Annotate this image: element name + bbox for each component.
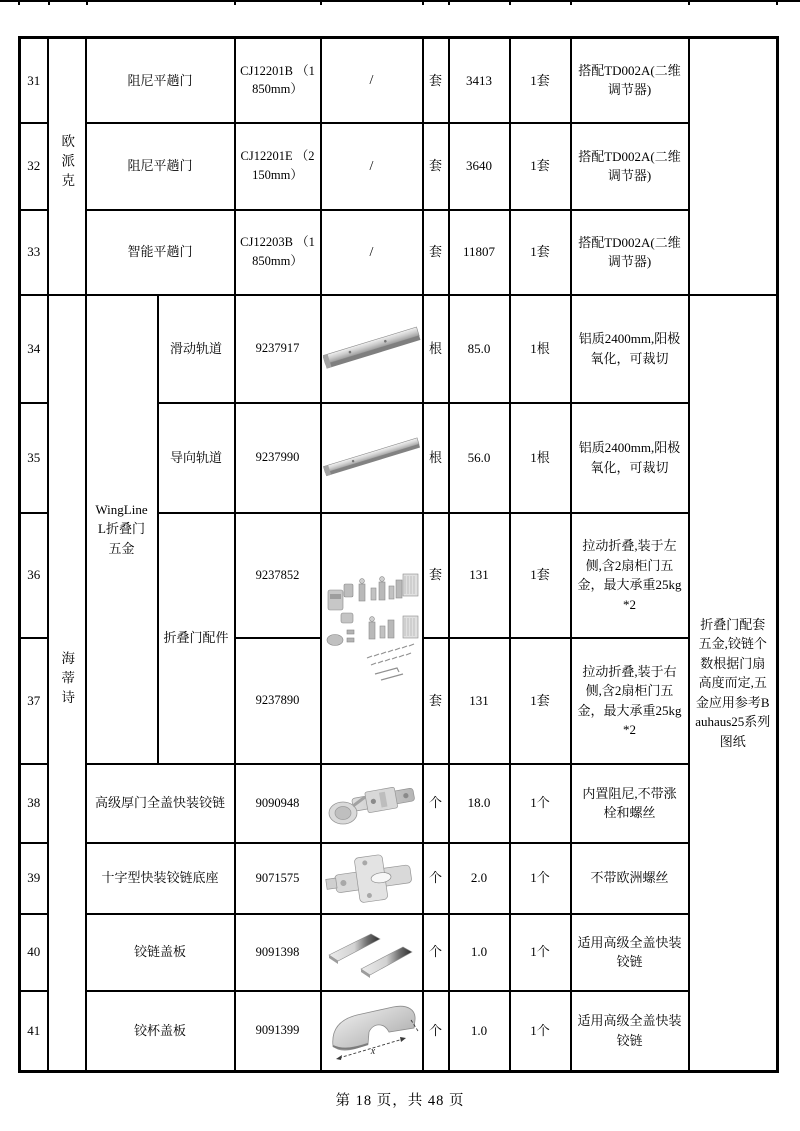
cross-plate-image <box>323 846 421 911</box>
model-code: CJ12203B （1850mm） <box>235 210 321 295</box>
product-name: 折叠门配件 <box>158 513 235 764</box>
unit: 根 <box>423 295 449 403</box>
price: 1.0 <box>449 914 510 991</box>
brand-cell-hettich <box>48 295 86 1072</box>
price: 18.0 <box>449 764 510 843</box>
product-name: 阻尼平趟门 <box>86 38 235 123</box>
table-row <box>20 914 778 991</box>
column-line-stub <box>422 2 424 5</box>
table-row <box>20 843 778 914</box>
row-number: 35 <box>20 403 48 513</box>
table-row <box>20 123 778 210</box>
column-line-stub <box>570 2 572 5</box>
product-name: 滑动轨道 <box>158 295 235 403</box>
unit: 套 <box>423 638 449 764</box>
price: 11807 <box>449 210 510 295</box>
page-top-rule <box>0 0 800 2</box>
price-list-table <box>18 36 779 1073</box>
product-image <box>321 764 423 843</box>
remark: 适用高级全盖快装铰链 <box>571 991 689 1072</box>
unit: 个 <box>423 914 449 991</box>
product-name: 铰杯盖板 <box>86 991 235 1072</box>
price: 1.0 <box>449 991 510 1072</box>
model-code: 9237990 <box>235 403 321 513</box>
product-group: WingLine L折叠门五金 <box>86 295 158 764</box>
model-code: 9237852 <box>235 513 321 638</box>
column-line-stub <box>688 2 690 5</box>
model-code: 9091398 <box>235 914 321 991</box>
model-code: CJ12201E （2150mm） <box>235 123 321 210</box>
product-image <box>321 295 423 403</box>
hinge-image <box>323 767 421 840</box>
page-footer: 第 18 页，共 48 页 <box>335 1093 465 1109</box>
product-image-placeholder: / <box>321 210 423 295</box>
price: 85.0 <box>449 295 510 403</box>
brand-cell-opk <box>48 38 86 295</box>
product-image <box>321 403 423 513</box>
product-image-placeholder: / <box>321 123 423 210</box>
table-row <box>20 764 778 843</box>
table-row <box>20 210 778 295</box>
column-line-stub <box>509 2 511 5</box>
row-number: 39 <box>20 843 48 914</box>
column-line-stub <box>234 2 236 5</box>
product-image <box>321 914 423 991</box>
row-number: 37 <box>20 638 48 764</box>
remark: 不带欧洲螺丝 <box>571 843 689 914</box>
model-code: 9090948 <box>235 764 321 843</box>
guide-rail-image <box>323 406 421 510</box>
model-code: 9091399 <box>235 991 321 1072</box>
model-code: 9237890 <box>235 638 321 764</box>
quantity: 1个 <box>510 764 571 843</box>
price: 56.0 <box>449 403 510 513</box>
unit: 套 <box>423 38 449 123</box>
row-number: 33 <box>20 210 48 295</box>
slide-rail-image <box>323 298 421 400</box>
product-name: 铰链盖板 <box>86 914 235 991</box>
price: 131 <box>449 638 510 764</box>
quantity: 1个 <box>510 843 571 914</box>
row-number: 36 <box>20 513 48 638</box>
remark: 适用高级全盖快装铰链 <box>571 914 689 991</box>
quantity: 1套 <box>510 38 571 123</box>
unit: 套 <box>423 210 449 295</box>
column-line-stub <box>48 2 50 5</box>
row-number: 40 <box>20 914 48 991</box>
product-image-placeholder: / <box>321 38 423 123</box>
remark: 内置阻尼,不带涨栓和螺丝 <box>571 764 689 843</box>
row-number: 31 <box>20 38 48 123</box>
unit: 个 <box>423 764 449 843</box>
unit: 个 <box>423 991 449 1072</box>
cup-cover-image <box>323 994 421 1068</box>
quantity: 1根 <box>510 403 571 513</box>
quantity: 1个 <box>510 914 571 991</box>
quantity: 1套 <box>510 210 571 295</box>
column-line-stub <box>18 2 20 5</box>
remark: 铝质2400mm,阳极氧化，可裁切 <box>571 295 689 403</box>
row-number: 38 <box>20 764 48 843</box>
price: 3640 <box>449 123 510 210</box>
dimension-label: x <box>370 1045 375 1057</box>
quantity: 1根 <box>510 295 571 403</box>
unit: 套 <box>423 513 449 638</box>
column-line-stub <box>320 2 322 5</box>
remark: 拉动折叠,装于右侧,含2扇柜门五金，最大承重25kg*2 <box>571 638 689 764</box>
table-row <box>20 38 778 123</box>
unit: 个 <box>423 843 449 914</box>
price: 2.0 <box>449 843 510 914</box>
cover-plates-image <box>323 917 421 987</box>
remark: 搭配TD002A(二维调节器) <box>571 38 689 123</box>
table-row <box>20 991 778 1072</box>
fitting-kit-image <box>323 518 421 758</box>
brand-label: 欧派克 <box>59 134 75 193</box>
product-image <box>321 513 423 764</box>
quantity: 1个 <box>510 991 571 1072</box>
table-row <box>20 295 778 403</box>
quantity: 1套 <box>510 638 571 764</box>
quantity: 1套 <box>510 123 571 210</box>
row-number: 41 <box>20 991 48 1072</box>
remark: 铝质2400mm,阳极氧化，可裁切 <box>571 403 689 513</box>
brand-label: 海蒂诗 <box>59 650 75 710</box>
product-image <box>321 991 423 1072</box>
row-number: 34 <box>20 295 48 403</box>
price: 3413 <box>449 38 510 123</box>
side-note-empty <box>689 38 778 295</box>
product-name: 高级厚门全盖快装铰链 <box>86 764 235 843</box>
model-code: 9237917 <box>235 295 321 403</box>
product-name: 十字型快装铰链底座 <box>86 843 235 914</box>
model-code: CJ12201B （1850mm） <box>235 38 321 123</box>
product-name: 导向轨道 <box>158 403 235 513</box>
product-name: 智能平趟门 <box>86 210 235 295</box>
price: 131 <box>449 513 510 638</box>
quantity: 1套 <box>510 513 571 638</box>
row-number: 32 <box>20 123 48 210</box>
product-name: 阻尼平趟门 <box>86 123 235 210</box>
column-line-stub <box>776 2 778 5</box>
remark: 搭配TD002A(二维调节器) <box>571 123 689 210</box>
column-line-stub <box>448 2 450 5</box>
remark: 拉动折叠,装于左侧,含2扇柜门五金，最大承重25kg*2 <box>571 513 689 638</box>
unit: 根 <box>423 403 449 513</box>
model-code: 9071575 <box>235 843 321 914</box>
side-note: 折叠门配套五金,铰链个数根据门扇高度而定,五金应用参考Bauhaus25系列图纸 <box>689 295 778 1072</box>
product-image <box>321 843 423 914</box>
column-line-stub <box>86 2 88 5</box>
unit: 套 <box>423 123 449 210</box>
remark: 搭配TD002A(二维调节器) <box>571 210 689 295</box>
